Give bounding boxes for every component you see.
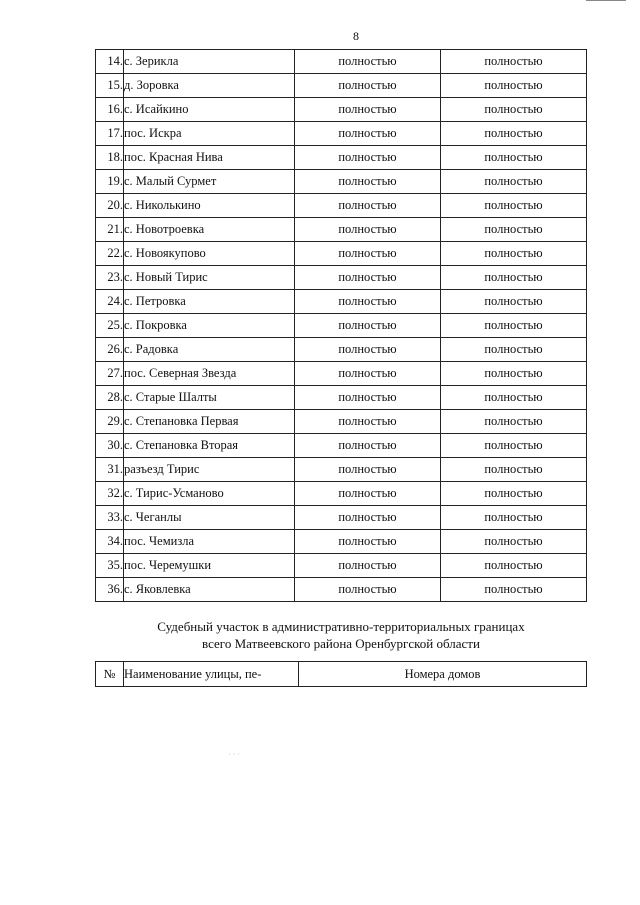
coverage-cell: полностью [295, 554, 441, 578]
coverage-cell: полностью [295, 458, 441, 482]
row-number: 28. [96, 386, 124, 410]
coverage-cell: полностью [441, 458, 587, 482]
settlement-name: с. Радовка [124, 338, 295, 362]
settlement-name: с. Исайкино [124, 98, 295, 122]
settlement-name: разъезд Тирис [124, 458, 295, 482]
table-row [96, 290, 587, 314]
settlement-name: пос. Северная Звезда [124, 362, 295, 386]
coverage-cell: полностью [441, 170, 587, 194]
settlement-name: пос. Черемушки [124, 554, 295, 578]
row-number: 25. [96, 314, 124, 338]
row-number: 32. [96, 482, 124, 506]
header-street-name: Наименование улицы, пе- [124, 662, 299, 687]
settlement-name: с. Николькино [124, 194, 295, 218]
coverage-cell: полностью [441, 266, 587, 290]
row-number: 31. [96, 458, 124, 482]
coverage-cell: полностью [295, 98, 441, 122]
row-number: 27. [96, 362, 124, 386]
row-number: 15. [96, 74, 124, 98]
settlements-table-body [96, 50, 587, 602]
coverage-cell: полностью [295, 122, 441, 146]
header-house-numbers: Номера домов [299, 662, 587, 687]
settlement-name: с. Зерикла [124, 50, 295, 74]
table-row [96, 218, 587, 242]
coverage-cell: полностью [441, 362, 587, 386]
coverage-cell: полностью [441, 290, 587, 314]
header-row [96, 662, 587, 687]
table-row [96, 50, 587, 74]
row-number: 22. [96, 242, 124, 266]
row-number: 21. [96, 218, 124, 242]
coverage-cell: полностью [441, 122, 587, 146]
settlement-name: пос. Искра [124, 122, 295, 146]
row-number: 30. [96, 434, 124, 458]
table-row [96, 194, 587, 218]
page-number: 8 [353, 29, 359, 43]
table-row [96, 314, 587, 338]
coverage-cell: полностью [295, 410, 441, 434]
coverage-cell: полностью [295, 338, 441, 362]
coverage-cell: полностью [295, 530, 441, 554]
settlement-name: с. Чеганлы [124, 506, 295, 530]
table-row [96, 122, 587, 146]
settlement-name: с. Новый Тирис [124, 266, 295, 290]
row-number: 19. [96, 170, 124, 194]
streets-table-header [95, 661, 587, 687]
row-number: 26. [96, 338, 124, 362]
coverage-cell: полностью [295, 290, 441, 314]
scan-smudge: ˙ ˙ ˙ [228, 752, 240, 761]
table-row [96, 146, 587, 170]
section-title-line1: Судебный участок в административно-территориальных границах [157, 619, 525, 634]
row-number: 33. [96, 506, 124, 530]
table-row [96, 98, 587, 122]
coverage-cell: полностью [295, 386, 441, 410]
coverage-cell: полностью [295, 266, 441, 290]
coverage-cell: полностью [441, 218, 587, 242]
table-row [96, 386, 587, 410]
row-number: 16. [96, 98, 124, 122]
coverage-cell: полностью [295, 218, 441, 242]
table-row [96, 242, 587, 266]
coverage-cell: полностью [295, 146, 441, 170]
settlement-name: с. Степановка Вторая [124, 434, 295, 458]
settlement-name: с. Новотроевка [124, 218, 295, 242]
table-row [96, 338, 587, 362]
settlement-name: пос. Красная Нива [124, 146, 295, 170]
coverage-cell: полностью [295, 50, 441, 74]
table-row [96, 434, 587, 458]
table-row [96, 362, 587, 386]
row-number: 36. [96, 578, 124, 602]
coverage-cell: полностью [441, 530, 587, 554]
row-number: 18. [96, 146, 124, 170]
table-row [96, 578, 587, 602]
coverage-cell: полностью [441, 578, 587, 602]
table-row [96, 410, 587, 434]
settlement-name: с. Тирис-Усманово [124, 482, 295, 506]
coverage-cell: полностью [295, 506, 441, 530]
row-number: 17. [96, 122, 124, 146]
row-number: 35. [96, 554, 124, 578]
settlement-name: с. Яковлевка [124, 578, 295, 602]
settlement-name: с. Малый Сурмет [124, 170, 295, 194]
table-row [96, 458, 587, 482]
settlement-name: с. Степановка Первая [124, 410, 295, 434]
table-row [96, 530, 587, 554]
table-row [96, 266, 587, 290]
row-number: 34. [96, 530, 124, 554]
coverage-cell: полностью [441, 242, 587, 266]
coverage-cell: полностью [295, 242, 441, 266]
coverage-cell: полностью [295, 362, 441, 386]
table-row [96, 482, 587, 506]
coverage-cell: полностью [441, 386, 587, 410]
settlement-name: пос. Чемизла [124, 530, 295, 554]
row-number: 29. [96, 410, 124, 434]
coverage-cell: полностью [441, 410, 587, 434]
table-row [96, 170, 587, 194]
coverage-cell: полностью [441, 194, 587, 218]
row-number: 24. [96, 290, 124, 314]
row-number: 23. [96, 266, 124, 290]
table-row [96, 554, 587, 578]
coverage-cell: полностью [295, 170, 441, 194]
settlement-name: с. Петровка [124, 290, 295, 314]
coverage-cell: полностью [441, 50, 587, 74]
settlement-name: с. Старые Шалты [124, 386, 295, 410]
coverage-cell: полностью [295, 482, 441, 506]
section-title-line2: всего Матвеевского района Оренбургской области [202, 636, 480, 651]
row-number: 14. [96, 50, 124, 74]
coverage-cell: полностью [295, 74, 441, 98]
row-number: 20. [96, 194, 124, 218]
coverage-cell: полностью [441, 506, 587, 530]
header-num: № [96, 662, 124, 687]
table-row [96, 506, 587, 530]
coverage-cell: полностью [441, 98, 587, 122]
table-row [96, 74, 587, 98]
settlement-name: с. Новоякупово [124, 242, 295, 266]
page-corner-mark [586, 0, 626, 3]
settlement-name: с. Покровка [124, 314, 295, 338]
coverage-cell: полностью [441, 146, 587, 170]
coverage-cell: полностью [441, 338, 587, 362]
settlement-name: д. Зоровка [124, 74, 295, 98]
coverage-cell: полностью [441, 434, 587, 458]
coverage-cell: полностью [295, 314, 441, 338]
section-title [95, 618, 587, 652]
coverage-cell: полностью [295, 194, 441, 218]
coverage-cell: полностью [441, 554, 587, 578]
coverage-cell: полностью [441, 482, 587, 506]
coverage-cell: полностью [441, 74, 587, 98]
coverage-cell: полностью [295, 578, 441, 602]
settlements-table [95, 49, 587, 602]
coverage-cell: полностью [295, 434, 441, 458]
coverage-cell: полностью [441, 314, 587, 338]
